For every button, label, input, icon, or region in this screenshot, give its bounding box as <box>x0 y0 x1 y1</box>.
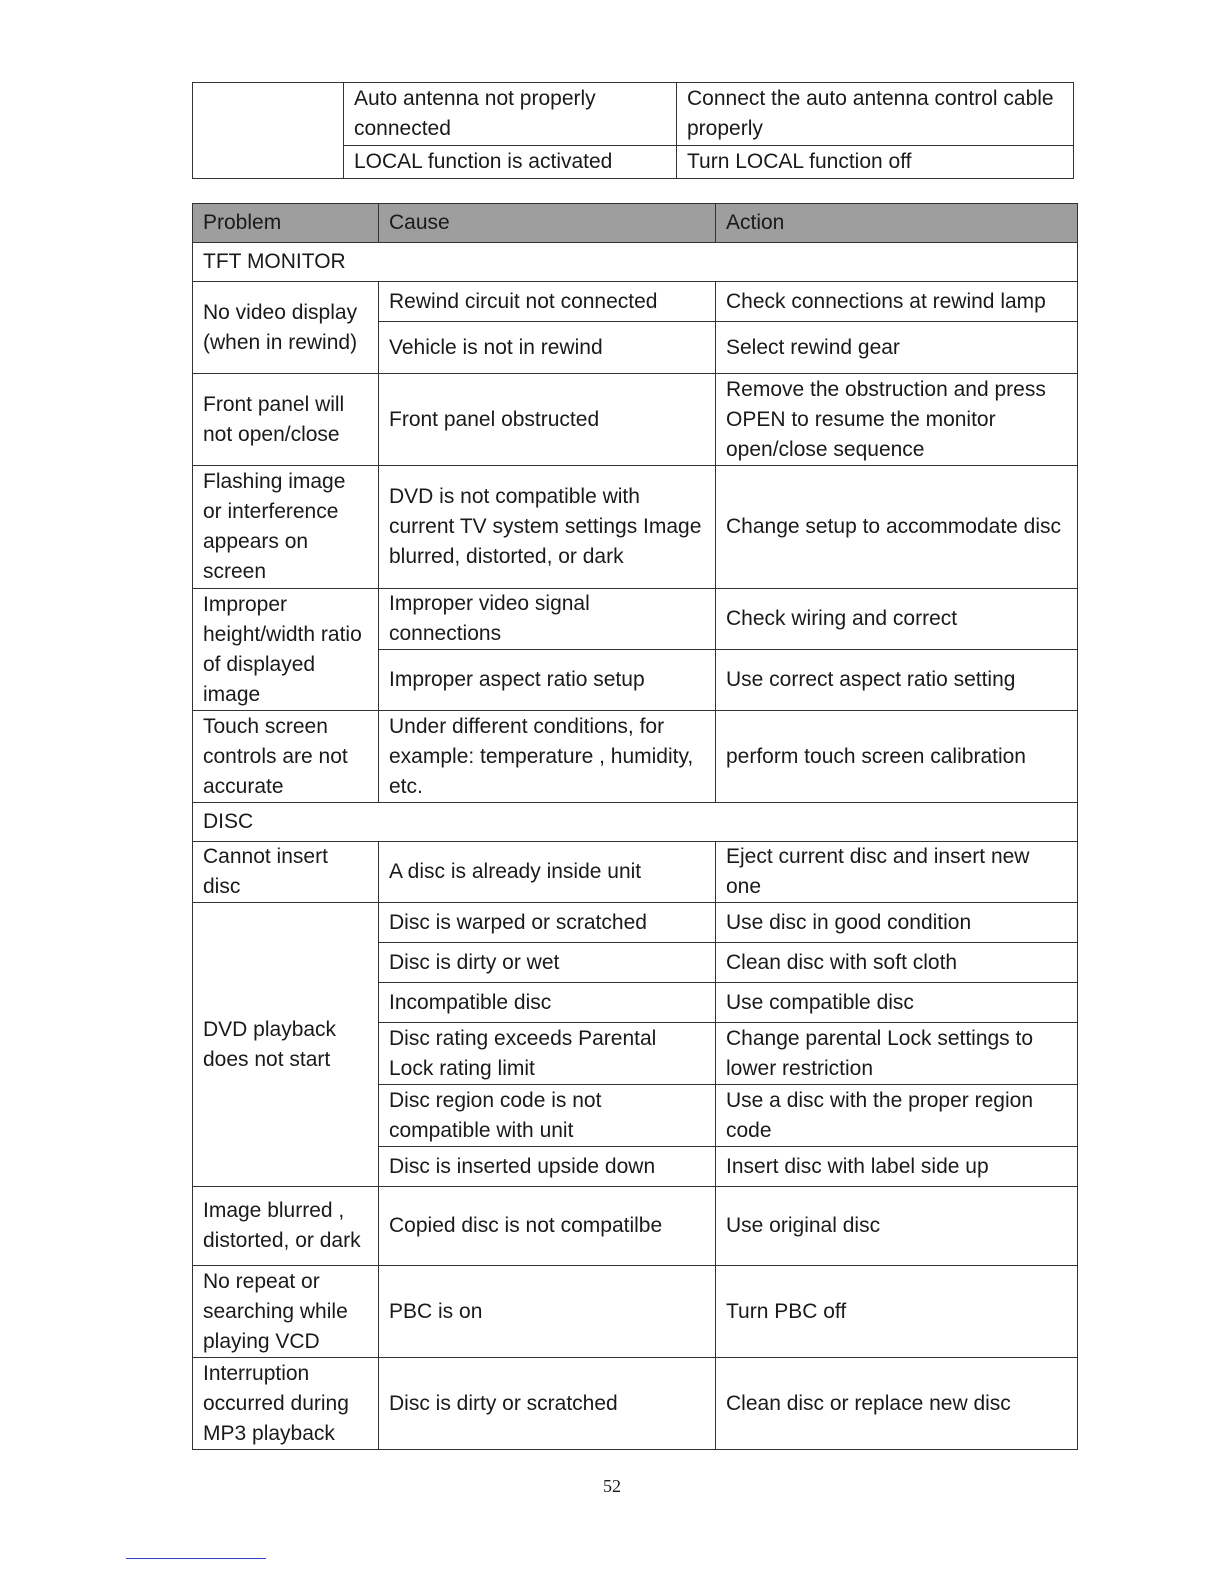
action-cell: Select rewind gear <box>716 322 1078 374</box>
action-cell: Clean disc with soft cloth <box>716 943 1078 983</box>
action-cell: Check wiring and correct <box>716 589 1078 650</box>
cause-cell: Vehicle is not in rewind <box>379 322 716 374</box>
action-cell: Remove the obstruction and press OPEN to resume the monitor open/close sequence <box>716 374 1078 466</box>
section-title: TFT MONITOR <box>193 243 1078 282</box>
footnote-separator-line <box>126 1558 266 1559</box>
action-cell: perform touch screen calibration <box>716 711 1078 803</box>
action-cell: Eject current disc and insert new one <box>716 842 1078 903</box>
action-cell: Clean disc or replace new disc <box>716 1358 1078 1450</box>
table-row <box>193 282 1078 322</box>
section-row-disc <box>193 803 1078 842</box>
cause-cell: Rewind circuit not connected <box>379 282 716 322</box>
cause-cell: Improper video signal connections <box>379 589 716 650</box>
page-number: 52 <box>603 1476 621 1496</box>
table-row <box>193 903 1078 943</box>
cause-cell: DVD is not compatible with current TV system settings Image blurred, distorted, or dark <box>379 466 716 589</box>
cause-cell: A disc is already inside unit <box>379 842 716 903</box>
action-cell: Use original disc <box>716 1187 1078 1266</box>
action-cell: Check connections at rewind lamp <box>716 282 1078 322</box>
cause-cell: Copied disc is not compatilbe <box>379 1187 716 1266</box>
cause-cell: PBC is on <box>379 1266 716 1358</box>
problem-cell: Cannot insert disc <box>193 842 379 903</box>
header-cause: Cause <box>379 204 716 243</box>
cause-cell: LOCAL function is activated <box>344 146 677 179</box>
action-cell: Use disc in good condition <box>716 903 1078 943</box>
table-row <box>193 842 1078 903</box>
problem-cell: Image blurred , distorted, or dark <box>193 1187 379 1266</box>
action-cell: Use correct aspect ratio setting <box>716 650 1078 711</box>
problem-cell: Flashing image or interference appears on screen <box>193 466 379 589</box>
table-row <box>193 374 1078 466</box>
table-row <box>193 1187 1078 1266</box>
troubleshooting-table <box>192 203 1078 1450</box>
cause-cell: Disc is dirty or wet <box>379 943 716 983</box>
cause-cell: Auto antenna not properly connected <box>344 83 677 146</box>
problem-cell: Touch screen controls are not accurate <box>193 711 379 803</box>
action-cell: Change setup to accommodate disc <box>716 466 1078 589</box>
cause-cell: Front panel obstructed <box>379 374 716 466</box>
action-cell: Insert disc with label side up <box>716 1147 1078 1187</box>
header-row <box>193 204 1078 243</box>
cause-cell: Disc is warped or scratched <box>379 903 716 943</box>
cause-cell: Disc region code is not compatible with unit <box>379 1085 716 1147</box>
problem-cell: Interruption occurred during MP3 playback <box>193 1358 379 1450</box>
action-cell: Turn PBC off <box>716 1266 1078 1358</box>
problem-cell: No video display (when in rewind) <box>193 282 379 374</box>
cause-cell: Under different conditions, for example: temperature , humidity, etc. <box>379 711 716 803</box>
section-title: DISC <box>193 803 1078 842</box>
table-row <box>193 711 1078 803</box>
problem-cell: No repeat or searching while playing VCD <box>193 1266 379 1358</box>
action-cell: Use compatible disc <box>716 983 1078 1023</box>
action-cell: Turn LOCAL function off <box>677 146 1074 179</box>
empty-problem-cell <box>193 83 344 179</box>
problem-cell: DVD playback does not start <box>193 903 379 1187</box>
cause-cell: Incompatible disc <box>379 983 716 1023</box>
table-row <box>193 1358 1078 1450</box>
table-row <box>193 1266 1078 1358</box>
cause-cell: Improper aspect ratio setup <box>379 650 716 711</box>
section-row-tft-monitor <box>193 243 1078 282</box>
top-continuation-table <box>192 82 1074 179</box>
cause-cell: Disc is inserted upside down <box>379 1147 716 1187</box>
action-cell: Change parental Lock settings to lower restriction <box>716 1023 1078 1085</box>
table-row <box>193 466 1078 589</box>
problem-cell: Front panel will not open/close <box>193 374 379 466</box>
action-cell: Connect the auto antenna control cable properly <box>677 83 1074 146</box>
table-row <box>193 589 1078 650</box>
cause-cell: Disc rating exceeds Parental Lock rating limit <box>379 1023 716 1085</box>
header-problem: Problem <box>193 204 379 243</box>
cause-cell: Disc is dirty or scratched <box>379 1358 716 1450</box>
action-cell: Use a disc with the proper region code <box>716 1085 1078 1147</box>
problem-cell: Improper height/width ratio of displayed image <box>193 589 379 711</box>
table-row <box>193 83 1074 146</box>
header-action: Action <box>716 204 1078 243</box>
